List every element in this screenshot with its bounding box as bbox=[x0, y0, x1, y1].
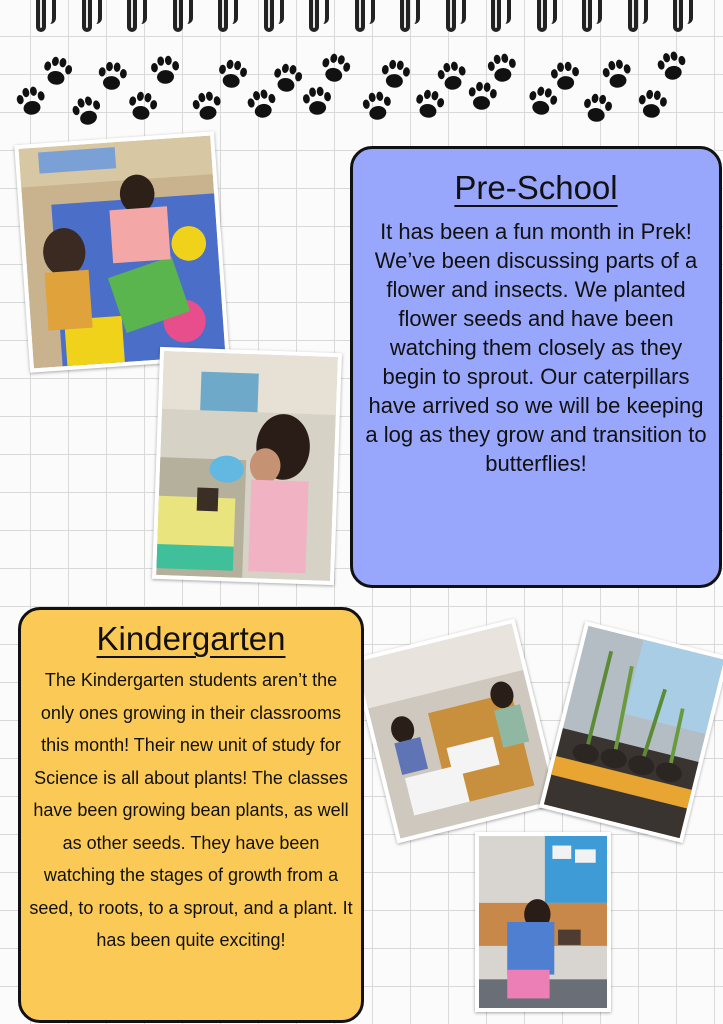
paw-print-icon bbox=[633, 86, 670, 123]
kindergarten-title: Kindergarten bbox=[96, 620, 286, 657]
paw-print-icon bbox=[37, 52, 76, 91]
kindergarten-panel bbox=[18, 607, 364, 1023]
paw-print-icon bbox=[652, 47, 692, 87]
paw-print-icon bbox=[546, 58, 583, 95]
paw-print-icon bbox=[213, 56, 251, 94]
paw-print-icon bbox=[315, 49, 355, 89]
spiral-ring bbox=[218, 0, 228, 32]
paw-print-icon bbox=[66, 91, 108, 133]
paw-print-icon bbox=[122, 87, 161, 126]
spiral-ring bbox=[400, 0, 410, 32]
spiral-ring bbox=[628, 0, 638, 32]
paw-print-icon bbox=[578, 90, 616, 128]
spiral-ring bbox=[491, 0, 501, 32]
spiral-ring bbox=[537, 0, 547, 32]
kindergarten-body: The Kindergarten students aren’t the only ones growing in their classrooms this month! Their new unit of study for Science is all about plants! The classes have been growing bean plants, as well as other seeds. They have been watching the stages of growth from a seed, to roots, to a sprout, and a plant. It has been quite exciting! bbox=[29, 670, 353, 950]
paw-print-icon bbox=[483, 50, 521, 88]
paw-print-icon bbox=[376, 56, 413, 93]
photo-children-planting-seeds-on-rug bbox=[14, 131, 229, 372]
paw-print-icon bbox=[298, 83, 335, 120]
preschool-body: It has been a fun month in Prek! We’ve been discussing parts of a flower and insects. We planted flower seeds and have been watching them closely as they begin to sprout. Our caterpillars have arrived so we will be keeping a log as they grow and transition to butterflies! bbox=[365, 219, 707, 476]
paw-print-icon bbox=[147, 53, 184, 90]
spiral-ring bbox=[309, 0, 319, 32]
paw-print-icon bbox=[358, 88, 396, 126]
paw-prints-border bbox=[0, 40, 723, 140]
spiral-ring bbox=[582, 0, 592, 32]
paw-print-icon bbox=[94, 59, 131, 96]
paw-print-icon bbox=[597, 55, 636, 94]
paw-print-icon bbox=[11, 82, 50, 121]
photo-girl-working-at-table bbox=[475, 832, 611, 1012]
photo-bean-plants-on-windowsill bbox=[539, 621, 723, 843]
spiral-ring bbox=[264, 0, 274, 32]
spiral-ring bbox=[355, 0, 365, 32]
photo-girl-potting-seed-at-table bbox=[152, 347, 342, 585]
spiral-binding bbox=[0, 0, 723, 40]
photo-kindergarten-tables-with-plants bbox=[352, 619, 561, 844]
spiral-ring bbox=[173, 0, 183, 32]
spiral-ring bbox=[127, 0, 137, 32]
preschool-panel bbox=[350, 146, 722, 588]
spiral-ring bbox=[673, 0, 683, 32]
paw-print-icon bbox=[187, 87, 226, 126]
spiral-ring bbox=[36, 0, 46, 32]
preschool-title: Pre-School bbox=[454, 169, 618, 206]
spiral-ring bbox=[82, 0, 92, 32]
spiral-ring bbox=[446, 0, 456, 32]
